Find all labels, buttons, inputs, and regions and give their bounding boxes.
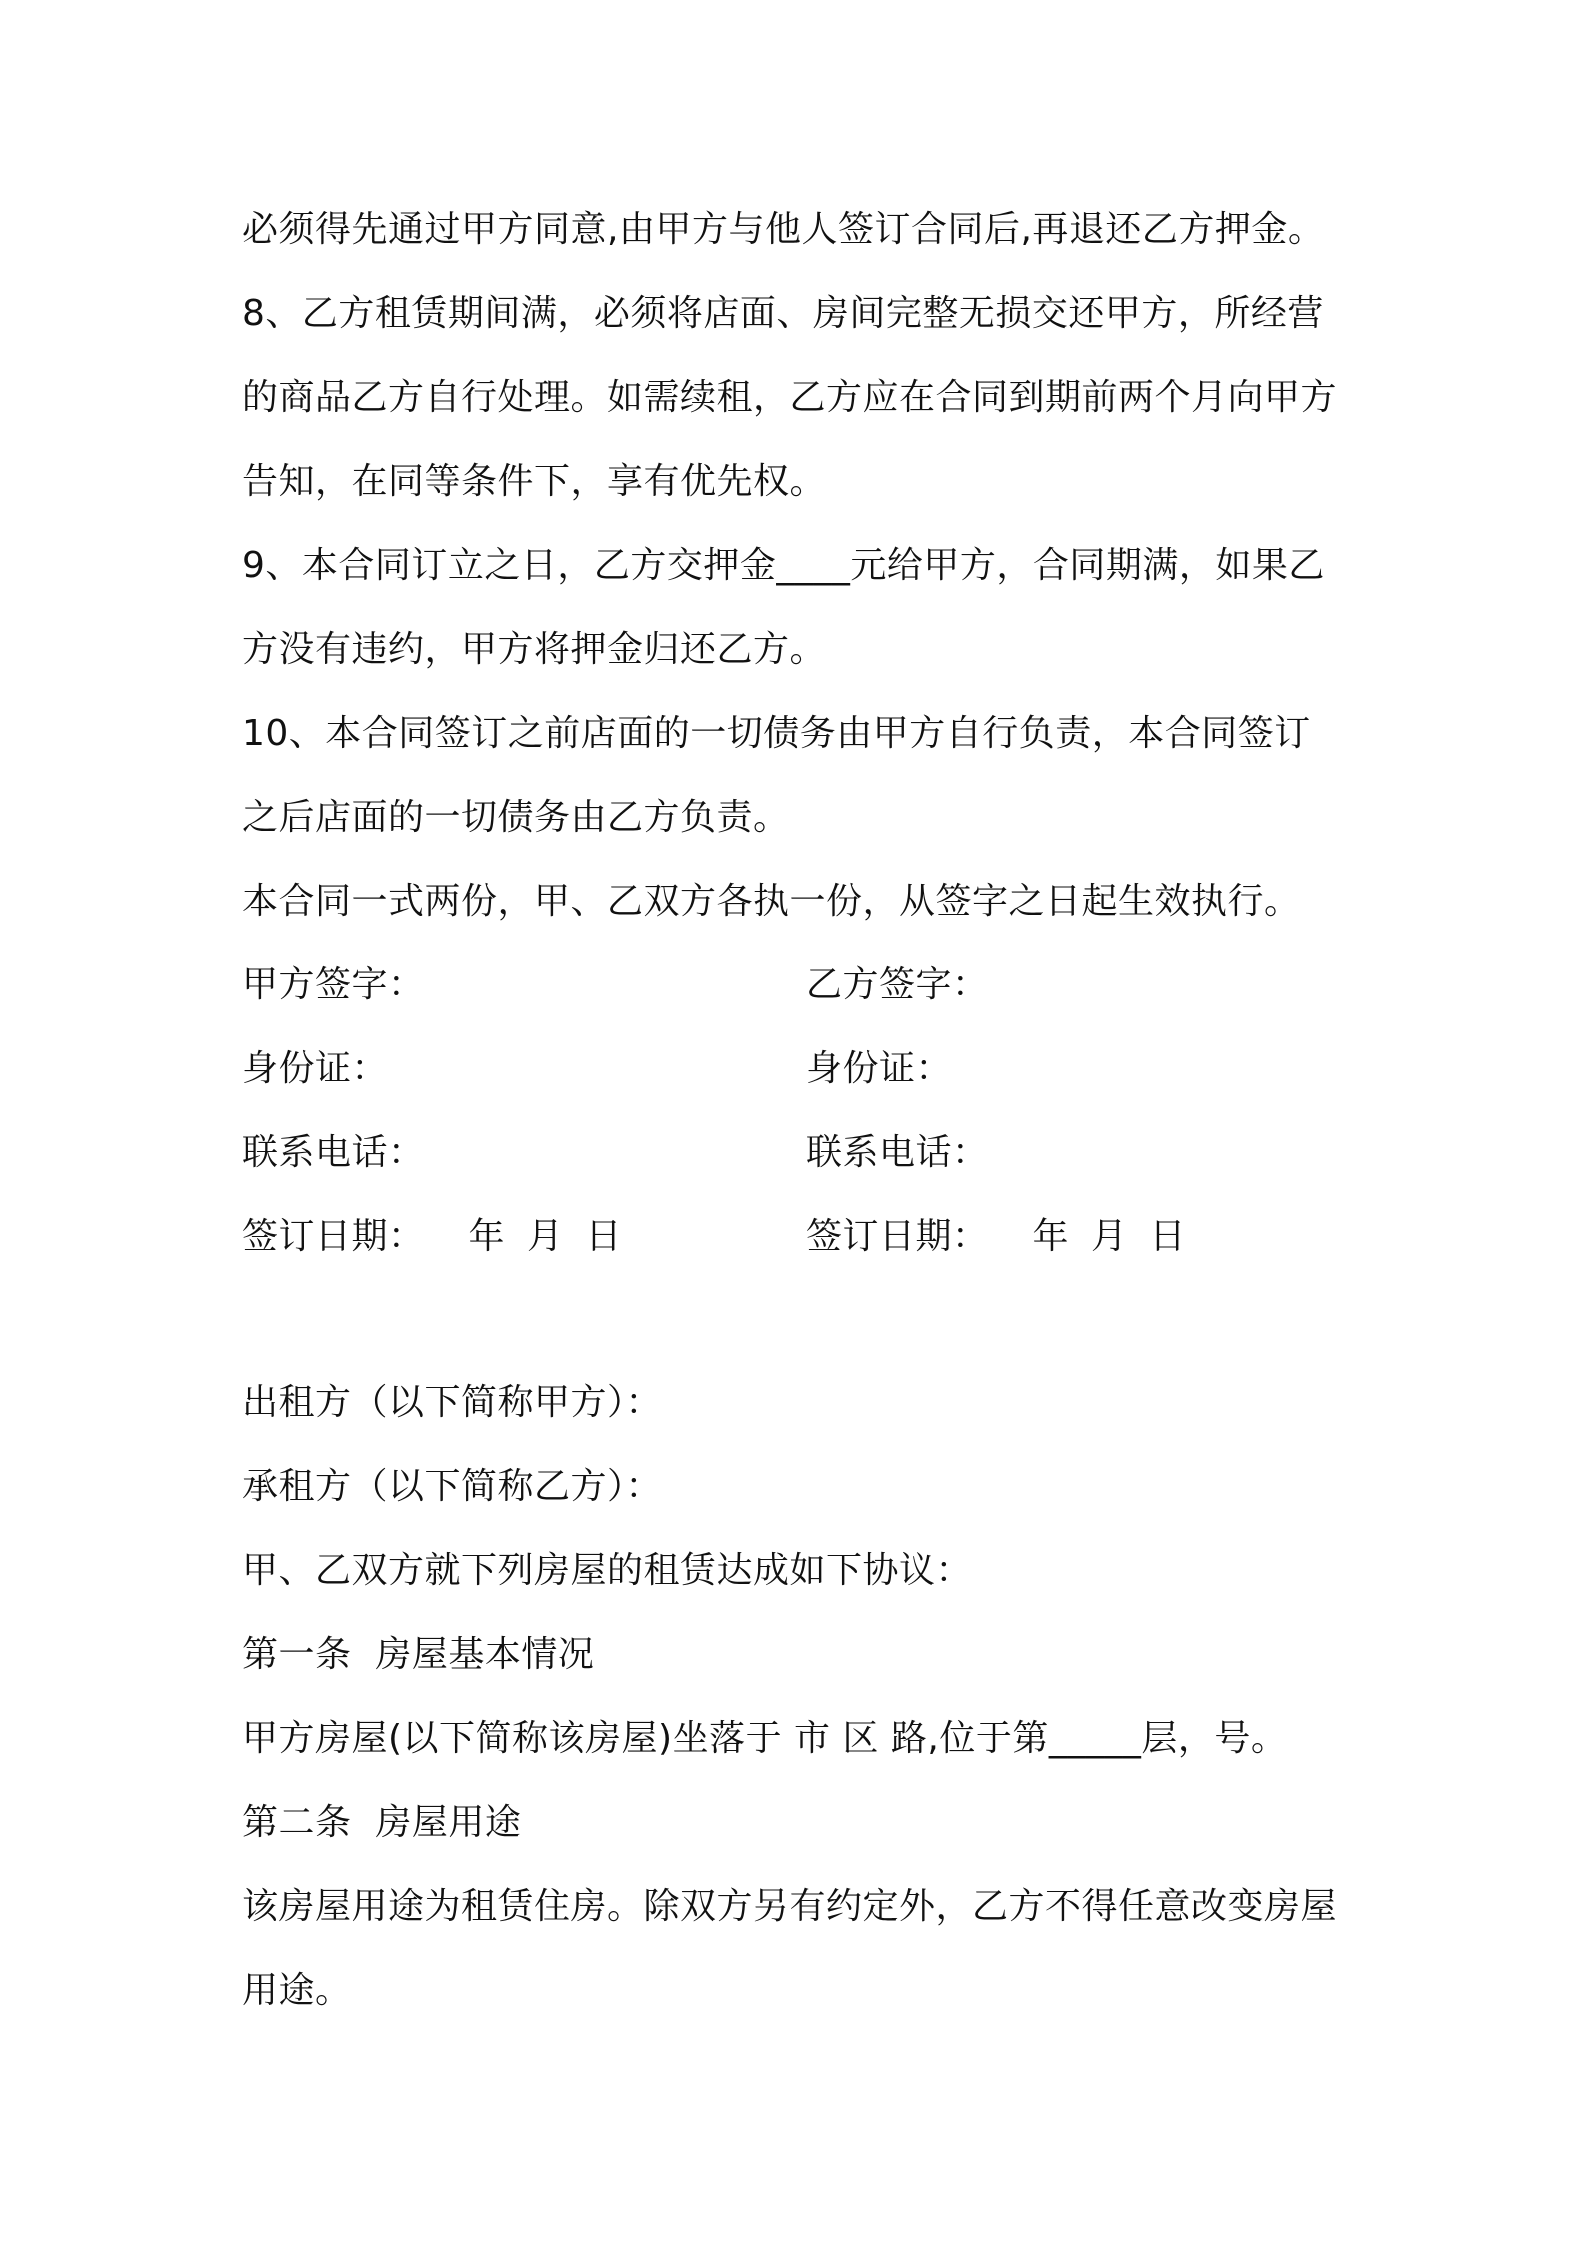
- lessee-line: 承租方（以下简称乙方）：: [242, 1466, 663, 1507]
- paragraph-line: 本合同一式两份，甲、乙双方各执一份，从签字之日起生效执行。: [242, 881, 1301, 922]
- party-b-sign-label: 乙方签字：: [806, 964, 989, 1005]
- party-b-date-year: 年: [1032, 1216, 1070, 1257]
- paragraph-line: 方没有违约，甲方将押金归还乙方。: [242, 629, 827, 670]
- paragraph-line: 8、乙方租赁期间满，必须将店面、房间完整无损交还甲方，所经营: [242, 293, 1324, 334]
- article-2-text-cont: 用途。: [242, 1970, 352, 2011]
- party-a-date-year: 年: [468, 1216, 506, 1257]
- article-2-text: 该房屋用途为租赁住房。除双方另有约定外，乙方不得任意改变房屋: [242, 1886, 1338, 1927]
- party-a-phone-label: 联系电话：: [242, 1132, 425, 1173]
- paragraph-line: 告知，在同等条件下，享有优先权。: [242, 461, 827, 502]
- party-b-id-label: 身份证：: [806, 1048, 953, 1089]
- party-a-sign-label: 甲方签字：: [242, 964, 425, 1005]
- party-a-date-month: 月: [527, 1216, 564, 1257]
- paragraph-line: 9、本合同订立之日，乙方交押金____元给甲方，合同期满，如果乙: [242, 545, 1325, 586]
- paragraph-line: 10、本合同签订之前店面的一切债务由甲方自行负责，本合同签订: [242, 713, 1311, 754]
- agreement-intro: 甲、乙双方就下列房屋的租赁达成如下协议：: [242, 1550, 973, 1591]
- party-a-date-row: [242, 1215, 762, 1259]
- lessor-line: 出租方（以下简称甲方）：: [242, 1382, 663, 1423]
- party-a-date-day: 日: [585, 1216, 623, 1257]
- article-1-heading: 第一条 房屋基本情况: [242, 1634, 595, 1675]
- article-2-heading: 第二条 房屋用途: [242, 1802, 522, 1843]
- party-b-date-label: 签订日期：: [806, 1216, 989, 1257]
- party-b-date-month: 月: [1091, 1216, 1128, 1257]
- party-a-date-label: 签订日期：: [242, 1216, 425, 1257]
- party-b-date-row: [806, 1215, 1366, 1259]
- article-1-text: 甲方房屋(以下简称该房屋)坐落于 市 区 路,位于第_____层，号。: [242, 1718, 1288, 1759]
- party-b-phone-label: 联系电话：: [806, 1132, 989, 1173]
- paragraph-line: 之后店面的一切债务由乙方负责。: [242, 797, 790, 838]
- paragraph-line: 必须得先通过甲方同意,由甲方与他人签订合同后,再退还乙方押金。: [242, 209, 1325, 250]
- paragraph-line: 的商品乙方自行处理。如需续租，乙方应在合同到期前两个月向甲方: [242, 377, 1338, 418]
- party-b-date-day: 日: [1149, 1216, 1187, 1257]
- party-a-id-label: 身份证：: [242, 1048, 389, 1089]
